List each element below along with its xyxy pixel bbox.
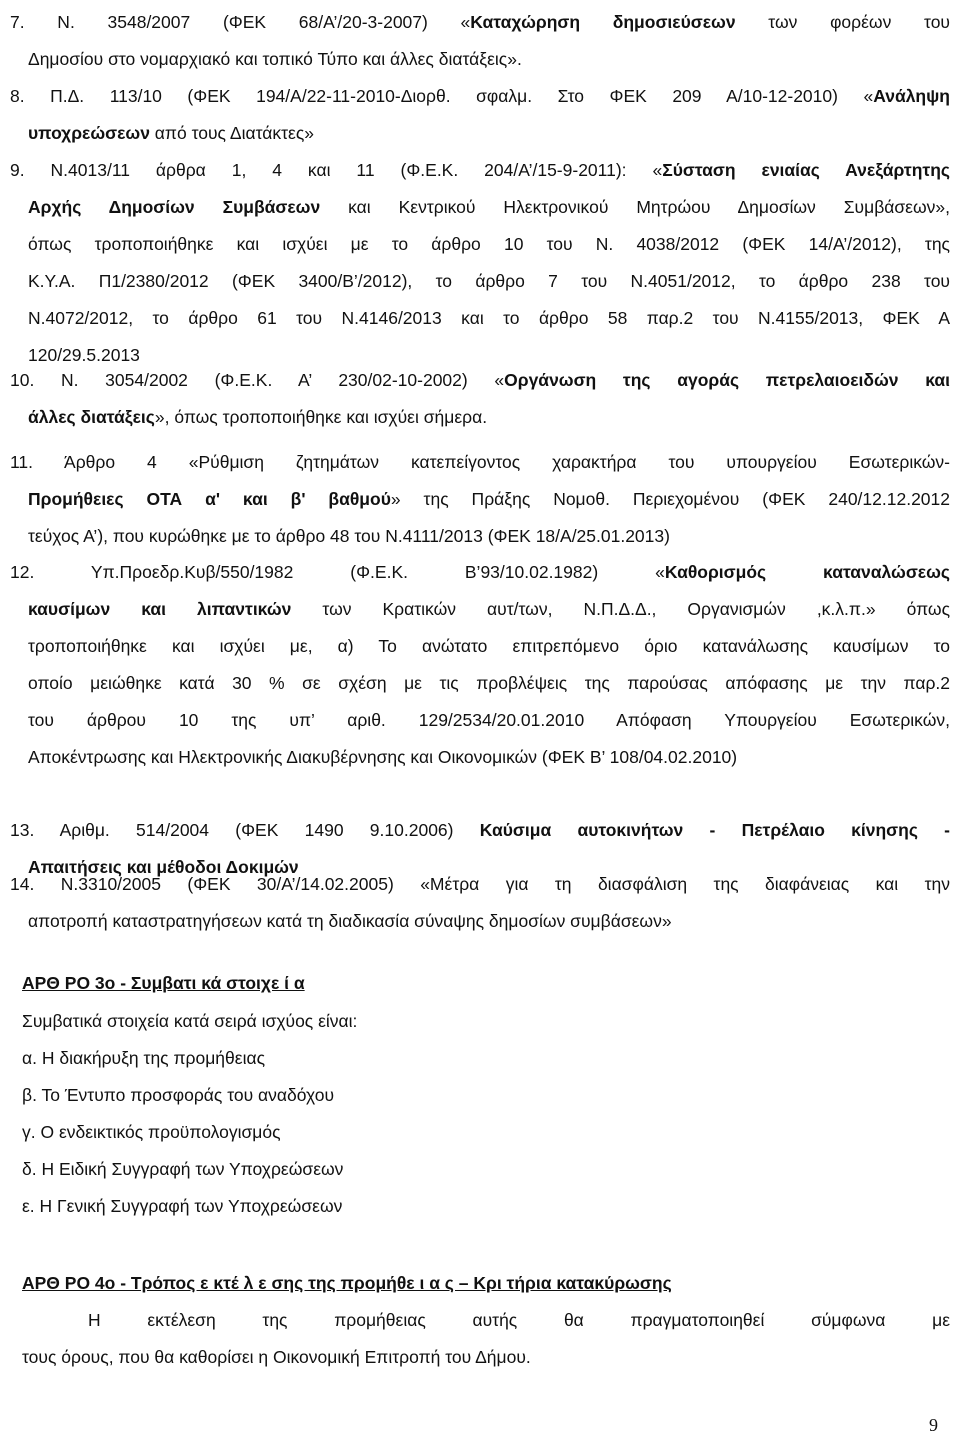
text: 8. Π.Δ. 113/10 (ΦΕΚ 194/Α/22-11-2010-Διορθ. σφαλμ. Στο ΦΕΚ 209 Α/10-12-2010) «: [10, 86, 874, 106]
legislation-line: [10, 518, 950, 555]
article-4-heading: ΑΡΘ ΡΟ 4ο - Τρόπος ε κτέ λ ε σης της προμήθε ι α ς – Κρι τήρια κατακύρωσης: [22, 1273, 672, 1293]
text: 14. Ν.3310/2005 (ΦΕΚ 30/Α’/14.02.2005) «Μέτρα για τη διασφάλιση της διαφάνειας και την: [10, 874, 950, 894]
text: 10. Ν. 3054/2002 (Φ.Ε.Κ. Α’ 230/02-10-2002) «: [10, 370, 505, 390]
bold-text: Απαιτήσεις και μέθοδοι Δοκιμών: [28, 857, 299, 877]
text: όπως τροποποιήθηκε και ισχύει με το άρθρο 10 του Ν. 4038/2012 (ΦΕΚ 14/Α’/2012), της: [28, 234, 950, 254]
text: 120/29.5.2013: [28, 345, 140, 365]
text: των φορέων του: [735, 12, 951, 32]
text: » της Πράξης Νομοθ. Περιεχομένου (ΦΕΚ 240/12.12.2012: [390, 489, 950, 509]
legislation-line: [10, 189, 950, 226]
legislation-item-14: [10, 866, 950, 940]
text: Δημοσίου στο νομαρχιακό και τοπικό Τύπο και άλλες διατάξεις».: [28, 49, 522, 69]
legislation-item-8: [10, 78, 950, 152]
legislation-item-12: [10, 554, 950, 776]
text: τροποποιήθηκε και ισχύει με, α) Το ανώτατο επιτρεπόμενο όριο κατανάλωσης καυσίμων το: [28, 636, 950, 656]
bold-text: καυσίμων και λιπαντικών: [28, 599, 292, 619]
legislation-item-10: [10, 362, 950, 436]
article-4-line-2: τους όρους, που θα καθορίσει η Οικονομική Επιτροπή του Δήμου.: [22, 1347, 531, 1367]
legislation-line: [10, 702, 950, 739]
article-3-item-c: γ. Ο ενδεικτικός προϋπολογισμός: [22, 1122, 281, 1142]
legislation-line: [10, 362, 950, 399]
bold-text: άλλες διατάξεις: [28, 407, 155, 427]
text: Κ.Υ.Α. Π1/2380/2012 (ΦΕΚ 3400/Β’/2012), το άρθρο 7 του Ν.4051/2012, το άρθρο 238 του: [28, 271, 950, 291]
article-3-item-b: β. Το Έντυπο προσφοράς του αναδόχου: [22, 1085, 335, 1105]
bold-text: Προμήθειες ΟΤΑ α' και β' βαθμού: [28, 489, 391, 509]
legislation-line: [10, 812, 950, 849]
legislation-item-7: [10, 4, 950, 78]
legislation-line: [10, 399, 950, 436]
text: του άρθρου 10 της υπ’ αριθ. 129/2534/20.01.2010 Απόφαση Υπουργείου Εσωτερικών,: [28, 710, 950, 730]
text: αποτροπή καταστρατηγήσεων κατά τη διαδικασία σύναψης δημοσίων συμβάσεων»: [28, 911, 672, 931]
text: Αποκέντρωσης και Ηλεκτρονικής Διακυβέρνησης και Οικονομικών (ΦΕΚ Β’ 108/04.02.2010): [28, 747, 738, 767]
legislation-line: [10, 903, 950, 940]
text: 13. Αριθμ. 514/2004 (ΦΕΚ 1490 9.10.2006): [10, 820, 480, 840]
bold-text: Αρχής Δημοσίων Συμβάσεων: [28, 197, 321, 217]
legislation-line: [10, 78, 950, 115]
article-4-line-1: Η εκτέλεση της προμήθειας αυτής θα πραγματοποιηθεί σύμφωνα με: [88, 1310, 950, 1330]
legislation-line: [10, 739, 950, 776]
legislation-item-11: [10, 444, 950, 555]
text: 7. Ν. 3548/2007 (ΦΕΚ 68/Α’/20-3-2007) «: [10, 12, 471, 32]
text: από τους Διατάκτες»: [149, 123, 314, 143]
legislation-line: [10, 665, 950, 702]
article-3-item-d: δ. Η Ειδική Συγγραφή των Υποχρεώσεων: [22, 1159, 344, 1179]
legislation-line: [10, 41, 950, 78]
page-number: 9: [929, 1415, 938, 1435]
bold-text: Καταχώρηση δημοσιεύσεων: [470, 12, 736, 32]
legislation-line: [10, 263, 950, 300]
bold-text: Ανάληψη: [873, 86, 950, 106]
legislation-line: [10, 628, 950, 665]
text: », όπως τροποποιήθηκε και ισχύει σήμερα.: [154, 407, 488, 427]
text: Ν.4072/2012, το άρθρο 61 του Ν.4146/2013 και το άρθρο 58 παρ.2 του Ν.4155/2013, ΦΕΚ Α: [28, 308, 950, 328]
text: οποίο μειώθηκε κατά 30 % σε σχέση με τις προβλέψεις της παρούσας απόφασης με την παρ.2: [28, 673, 950, 693]
article-3-heading: ΑΡΘ ΡΟ 3ο - Συμβατι κά στοιχε ί α: [22, 973, 305, 993]
article-3-item-a: α. Η διακήρυξη της προμήθειας: [22, 1048, 266, 1068]
legislation-line: [10, 481, 950, 518]
legislation-line: [10, 866, 950, 903]
text: 9. Ν.4013/11 άρθρα 1, 4 και 11 (Φ.Ε.Κ. 204/Α’/15-9-2011): «: [10, 160, 663, 180]
legislation-line: [10, 444, 950, 481]
bold-text: Σύσταση ενιαίας Ανεξάρτητης: [662, 160, 950, 180]
bold-text: Καθορισμός καταναλώσεως: [664, 562, 950, 582]
text: και Κεντρικού Ηλεκτρονικού Μητρώου Δημοσίων Συμβάσεων»,: [320, 197, 950, 217]
text: τεύχος Α’), που κυρώθηκε με το άρθρο 48 του Ν.4111/2013 (ΦΕΚ 18/Α/25.01.2013): [28, 526, 670, 546]
legislation-line: [10, 591, 950, 628]
bold-text: Οργάνωση της αγοράς πετρελαιοειδών και: [504, 370, 950, 390]
legislation-line: [10, 226, 950, 263]
article-3-intro: Συμβατικά στοιχεία κατά σειρά ισχύος είναι:: [22, 1011, 358, 1031]
text: των Κρατικών αυτ/των, Ν.Π.Δ.Δ., Οργανισμών ,κ.λ.π.» όπως: [291, 599, 951, 619]
text: 12. Υπ.Προεδρ.Κυβ/550/1982 (Φ.Ε.Κ. Β’93/10.02.1982) «: [10, 562, 665, 582]
legislation-line: [10, 4, 950, 41]
article-3-item-e: ε. Η Γενική Συγγραφή των Υποχρεώσεων: [22, 1196, 343, 1216]
legislation-line: [10, 554, 950, 591]
legislation-line: [10, 115, 950, 152]
legislation-line: [10, 152, 950, 189]
legislation-line: [10, 300, 950, 337]
bold-text: υποχρεώσεων: [28, 123, 150, 143]
bold-text: Καύσιμα αυτοκινήτων - Πετρέλαιο κίνησης -: [479, 820, 951, 840]
legislation-item-9: [10, 152, 950, 374]
text: 11. Άρθρο 4 «Ρύθμιση ζητημάτων κατεπείγοντος χαρακτήρα του υπουργείου Εσωτερικών-: [10, 452, 950, 472]
